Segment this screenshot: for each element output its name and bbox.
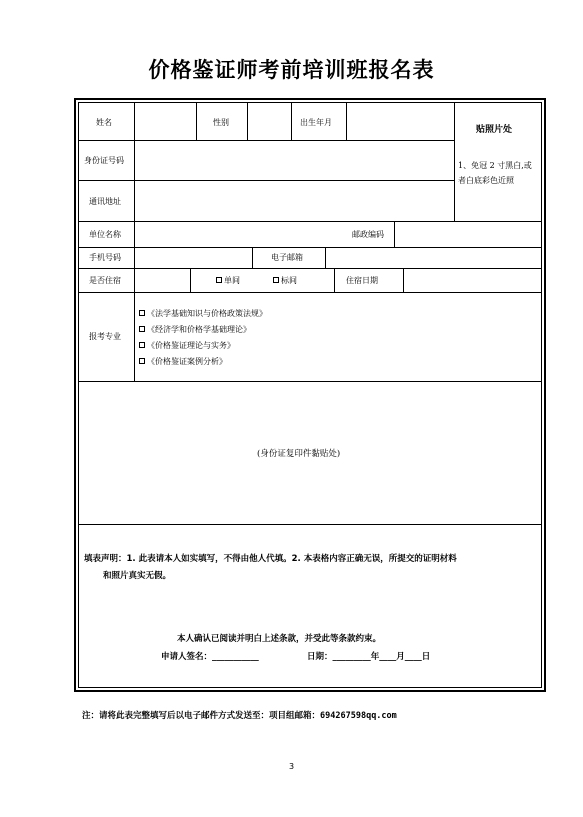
declaration-text-continued: 和照片真实无假。 bbox=[103, 571, 172, 581]
major-checkbox[interactable] bbox=[139, 358, 145, 364]
form-title: 价格鉴证师考前培训班报名表 bbox=[148, 57, 435, 82]
row-divider bbox=[78, 524, 542, 525]
col-divider bbox=[454, 102, 455, 221]
birth-date-label: 出生年月 bbox=[300, 118, 332, 127]
single-room-option[interactable]: 单间 bbox=[216, 276, 240, 286]
photo-area-title: 贴照片处 bbox=[476, 125, 513, 135]
photo-note: 1、免冠 2 寸黑白,或者白底彩色近照 bbox=[458, 161, 532, 185]
major-option[interactable]: 《经济学和价格学基础理论》 bbox=[139, 325, 251, 335]
col-divider bbox=[346, 102, 347, 140]
row-divider bbox=[78, 381, 542, 382]
gender-label: 性别 bbox=[213, 118, 229, 127]
submission-note: 注：请将此表完整填写后以电子邮件方式发送至：项目组邮箱：694267598qq.com bbox=[82, 711, 397, 721]
accommodation-label: 是否住宿 bbox=[89, 276, 121, 285]
row-divider bbox=[78, 268, 542, 269]
signature-field[interactable]: 申请人签名：___________ bbox=[161, 652, 259, 662]
phone-label: 手机号码 bbox=[89, 253, 121, 262]
postcode-label: 邮政编码 bbox=[352, 230, 384, 239]
id-copy-paste-area: (身份证复印件黏贴处) bbox=[257, 449, 341, 459]
company-label: 单位名称 bbox=[89, 230, 121, 239]
row-divider bbox=[78, 292, 542, 293]
standard-room-option[interactable]: 标间 bbox=[273, 276, 297, 286]
col-divider bbox=[196, 102, 197, 140]
major-option[interactable]: 《法学基础知识与价格政策法规》 bbox=[139, 309, 267, 319]
date-field[interactable]: 日期：_________年____月____日 bbox=[307, 652, 431, 662]
col-divider bbox=[334, 268, 335, 292]
email-label: 电子邮箱 bbox=[271, 253, 303, 262]
row-divider bbox=[78, 221, 542, 222]
id-number-label: 身份证号码 bbox=[84, 156, 124, 165]
form-table bbox=[78, 102, 542, 688]
major-checkbox[interactable] bbox=[139, 326, 145, 332]
page-number: 3 bbox=[288, 762, 295, 771]
major-checkbox[interactable] bbox=[139, 342, 145, 348]
col-divider bbox=[403, 268, 404, 292]
name-label: 姓名 bbox=[96, 118, 112, 127]
stay-date-label: 住宿日期 bbox=[346, 276, 378, 285]
contact-email-link[interactable]: 694267598qq.com bbox=[320, 711, 397, 721]
col-divider bbox=[247, 102, 248, 140]
col-divider bbox=[134, 102, 135, 381]
major-option[interactable]: 《价格鉴证理论与实务》 bbox=[139, 341, 235, 351]
row-divider bbox=[78, 247, 542, 248]
col-divider bbox=[394, 221, 395, 247]
single-room-checkbox[interactable] bbox=[216, 277, 222, 283]
major-option[interactable]: 《价格鉴证案例分析》 bbox=[139, 357, 227, 367]
col-divider bbox=[252, 247, 253, 268]
major-label: 报考专业 bbox=[89, 332, 121, 341]
declaration-text: 填表声明：1. 此表请本人如实填写，不得由他人代填。2. 本表格内容正确无误，所提交的证明材料 bbox=[84, 554, 457, 564]
standard-room-checkbox[interactable] bbox=[273, 277, 279, 283]
address-label: 通讯地址 bbox=[89, 197, 121, 206]
col-divider bbox=[291, 102, 292, 140]
confirmation-text: 本人确认已阅读并明白上述条款，并受此等条款约束。 bbox=[177, 634, 382, 644]
col-divider bbox=[190, 268, 191, 292]
col-divider bbox=[325, 247, 326, 268]
major-checkbox[interactable] bbox=[139, 310, 145, 316]
